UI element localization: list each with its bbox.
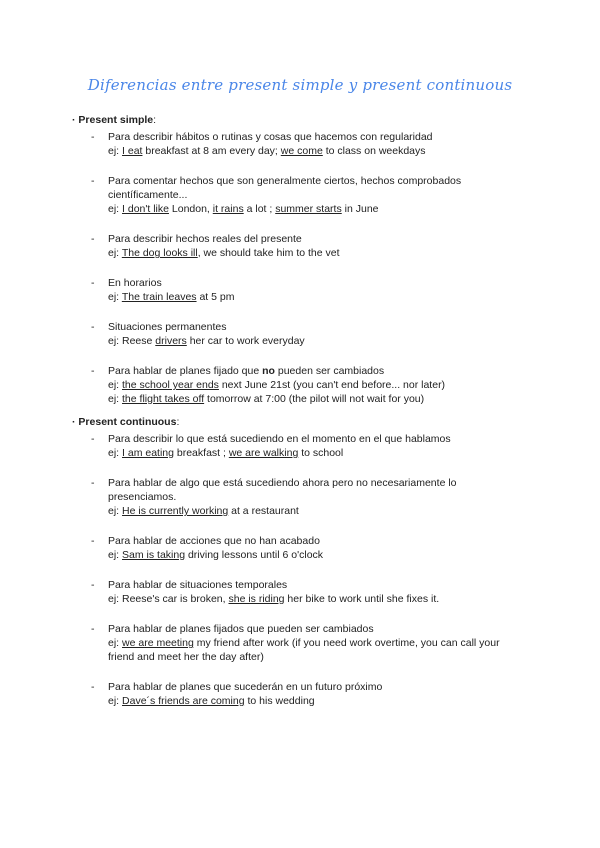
example-text: científicamente... <box>108 189 188 201</box>
example-text: ej: <box>108 291 122 303</box>
example-line <box>108 392 532 406</box>
example-line <box>108 202 532 216</box>
list-item <box>72 432 532 460</box>
example-text: at 5 pm <box>196 291 235 303</box>
example-text: a lot ; <box>243 203 276 215</box>
list-item <box>72 130 532 158</box>
underlined-example: the school year ends <box>122 379 219 391</box>
item-description <box>108 174 532 188</box>
example-text: her car to work everyday <box>186 335 305 347</box>
example-text: ej: <box>108 203 123 215</box>
description-text: pueden ser cambiados <box>274 365 385 377</box>
section-heading-suffix: : <box>153 114 157 126</box>
example-line <box>108 592 532 606</box>
example-text: ej: <box>108 505 123 517</box>
item-description <box>108 680 532 694</box>
list-item <box>72 364 532 406</box>
item-description <box>108 276 532 290</box>
dash-bullet: - <box>91 175 95 187</box>
example-text: ej: <box>108 637 123 649</box>
dash-bullet: - <box>91 579 95 591</box>
list-item <box>72 680 532 708</box>
example-text: tomorrow at 7:00 (the pilot will not wait for you) <box>204 393 425 405</box>
description-text: Para hablar de situaciones temporales <box>108 579 288 591</box>
example-text: to his wedding <box>244 695 315 707</box>
list-item <box>72 232 532 260</box>
underlined-example: The dog looks ill <box>121 247 198 259</box>
example-line <box>108 650 532 664</box>
underlined-example: it rains <box>212 203 244 215</box>
item-description <box>108 578 532 592</box>
example-line <box>108 636 532 650</box>
dash-bullet: - <box>91 433 95 445</box>
example-text: breakfast ; <box>173 447 229 459</box>
list-item <box>72 276 532 304</box>
description-text: Para hablar de planes fijado que <box>108 365 263 377</box>
example-line <box>108 694 532 708</box>
item-description <box>108 534 532 548</box>
example-line <box>108 490 532 504</box>
document-title: Diferencias entre present simple y present continuous <box>87 76 513 94</box>
example-line <box>108 246 532 260</box>
dash-bullet: - <box>91 535 95 547</box>
example-text: ej: <box>108 145 123 157</box>
list-item <box>72 622 532 664</box>
example-text: driving lessons until 6 o'clock <box>185 549 324 561</box>
description-text: En horarios <box>108 277 162 289</box>
list-item <box>72 320 532 348</box>
item-description <box>108 622 532 636</box>
example-line <box>108 334 532 348</box>
dash-bullet: - <box>91 477 95 489</box>
item-description <box>108 130 532 144</box>
example-line <box>108 144 532 158</box>
underlined-example: The train leaves <box>121 291 197 303</box>
description-text: Para describir hábitos o rutinas y cosas que hacemos con regularidad <box>108 131 433 143</box>
item-description <box>108 320 532 334</box>
example-text: my friend after work (if you need work overtime, you can call your <box>193 637 500 649</box>
example-text: ej: <box>108 695 123 707</box>
underlined-example: He is currently working <box>122 505 229 517</box>
example-text: next June 21st (you can't end before... nor later) <box>218 379 446 391</box>
underlined-example: she is riding <box>228 593 285 605</box>
section-heading-text: Present continuous <box>78 416 177 428</box>
item-description <box>108 364 532 378</box>
dash-bullet: - <box>91 233 95 245</box>
underlined-example: I don't like <box>122 203 169 215</box>
example-text: ej: Reese <box>108 335 156 347</box>
example-text: to school <box>298 447 344 459</box>
list-item <box>72 174 532 216</box>
example-line <box>108 446 532 460</box>
underlined-example: drivers <box>155 335 187 347</box>
section-heading <box>72 113 532 127</box>
example-text: friend and meet her the day after) <box>108 651 264 663</box>
document-body <box>72 113 532 708</box>
example-text: in June <box>341 203 379 215</box>
list-item <box>72 578 532 606</box>
example-line <box>108 378 532 392</box>
underlined-example: summer starts <box>275 203 342 215</box>
dash-bullet: - <box>91 681 95 693</box>
underlined-example: we are meeting <box>122 637 194 649</box>
section-heading-text: Present simple <box>78 114 154 126</box>
example-text: to class on weekdays <box>322 145 426 157</box>
example-text: ej: <box>108 447 123 459</box>
underlined-example: I am eating <box>122 447 174 459</box>
item-description <box>108 476 532 490</box>
description-text: Para describir hechos reales del presente <box>108 233 302 245</box>
underlined-example: we are walking <box>228 447 299 459</box>
example-text: ej: <box>108 379 123 391</box>
description-text: Para hablar de acciones que no han acabado <box>108 535 320 547</box>
dash-bullet: - <box>91 277 95 289</box>
dash-bullet: - <box>91 365 95 377</box>
example-line <box>108 504 532 518</box>
example-text: at a restaurant <box>228 505 299 517</box>
underlined-example: Dave´s friends are coming <box>122 695 245 707</box>
example-text: ej: <box>108 549 123 561</box>
description-text: Para hablar de planes que sucederán en un futuro próximo <box>108 681 383 693</box>
dash-bullet: - <box>91 321 95 333</box>
item-description <box>108 232 532 246</box>
example-line <box>108 548 532 562</box>
example-text: breakfast at 8 am every day; <box>142 145 281 157</box>
section-heading <box>72 415 532 429</box>
underlined-example: we come <box>280 145 323 157</box>
underlined-example: Sam is taking <box>122 549 186 561</box>
example-text: ej: Reese's car is broken, <box>108 593 229 605</box>
underlined-example: I eat <box>122 145 143 157</box>
example-line <box>108 290 532 304</box>
dash-bullet: - <box>91 623 95 635</box>
example-text: her bike to work until she fixes it. <box>284 593 440 605</box>
list-item <box>72 534 532 562</box>
list-item <box>72 476 532 518</box>
example-text: London, <box>168 203 213 215</box>
section-bullet: · <box>72 416 79 428</box>
description-text: Para describir lo que está sucediendo en el momento en el que hablamos <box>108 433 451 445</box>
description-text: Para hablar de planes fijados que pueden ser cambiados <box>108 623 374 635</box>
description-text: Para comentar hechos que son generalmente ciertos, hechos comprobados <box>108 175 462 187</box>
example-text: ej: <box>108 393 123 405</box>
description-text: Situaciones permanentes <box>108 321 227 333</box>
example-text: ej: <box>108 247 122 259</box>
example-text: presenciamos. <box>108 491 177 503</box>
example-text: , we should take him to the vet <box>197 247 340 259</box>
example-line <box>108 188 532 202</box>
underlined-example: the flight takes off <box>122 393 205 405</box>
item-description <box>108 432 532 446</box>
section-bullet: · <box>72 114 79 126</box>
dash-bullet: - <box>91 131 95 143</box>
section-heading-suffix: : <box>176 416 180 428</box>
description-text: Para hablar de algo que está sucediendo ahora pero no necesariamente lo <box>108 477 457 489</box>
bold-text: no <box>262 365 275 377</box>
